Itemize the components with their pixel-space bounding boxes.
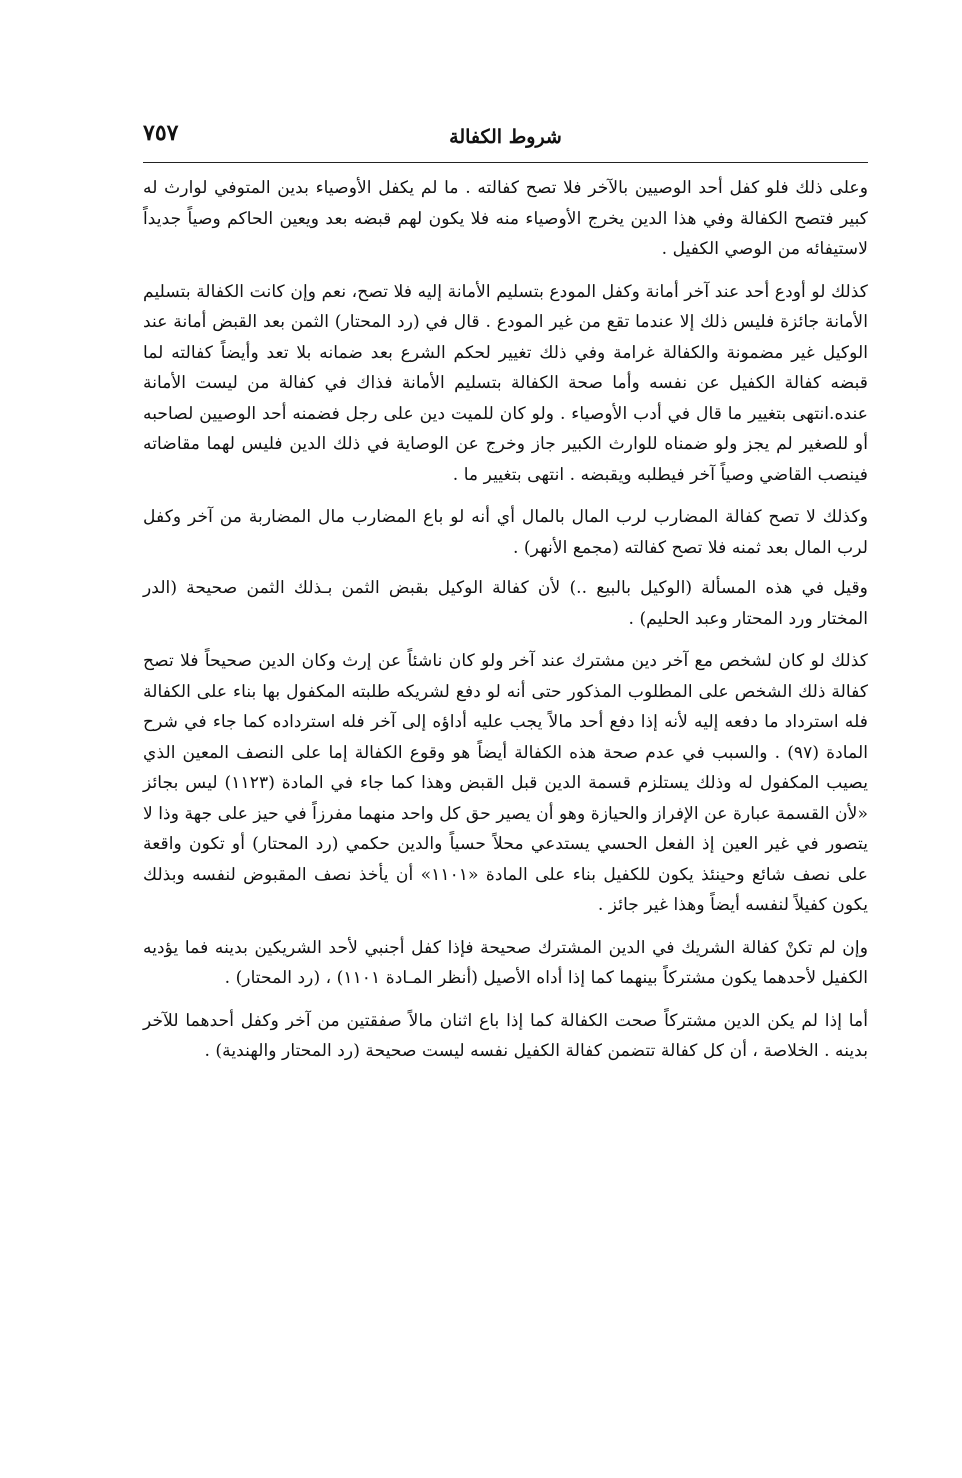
running-header bbox=[143, 118, 868, 163]
chapter-title: شروط الكفالة bbox=[449, 126, 562, 148]
paragraph: وعلى ذلك فلو كفل أحد الوصيين بالآخر فلا تصح كفالته . ما لم يكفل الأوصياء بدين المتوفي لوارث له كبير فتصح الكفالة وفي هذا الدين يخرج الأوصياء منه فلا يكون لهم قبضه بعد ويعين الحاكم وصياً جديداً لاستيفائه من الوصي الكفيل . bbox=[143, 178, 868, 259]
page-number: ٧٥٧ bbox=[143, 120, 179, 146]
paragraph: كذلك لو كان لشخص مع آخر دين مشترك عند آخر ولو كان ناشئاً عن إرث وكان الدين صحيحاً فلا تصح كفالة ذلك الشخص على المطلوب المذكور حتى أنه لو دفع لشريكه طلبته المكفول بها بناء على الكفالة فله استرداد ما دفعه إليه لأنه إذا دفع أحد مالاً يجب عليه أداؤه إلى آخر فله استرداده كما جاء في شرح المادة (٩٧) . والسبب في عدم صحة هذه الكفالة أيضاً هو وقوع الكفالة إما على النصف المعين الذي يصيب المكفول له وذلك يستلزم قسمة الدين قبل القبض وهذا كما جاء في المادة (١١٢٣) ليس بجائز «لأن القسمة عبارة عن الإفراز والحيازة وهو أن يصير حق كل واحد منهما مفرزاً في حيز على جهة وذا لا يتصور في غير العين إذ الفعل الحسي يستدعي محلاً حسياً والدين حكمي (رد المحتار) أو تكون واقعة على نصف شائع وحينئذ يكون للكفيل بناء على المادة «١١٠١» أن يأخذ نصف المقبوض لنفسه وبذلك يكون كفيلاً لنفسه أيضاً وهذا غير جائز . bbox=[143, 651, 868, 915]
paragraph: كذلك لو أودع أحد عند آخر أمانة وكفل المودع بتسليم الأمانة إليه فلا تصح، نعم وإن كانت الكفالة بتسليم الأمانة جائزة فليس ذلك إلا عندما تقع من غير المودع . قال في (رد المحتار) الثمن بعد القبض أمانة عند الوكيل غير مضمونة والكفالة غرامة وفي ذلك تغيير لحكم الشرع بعد ضمانه بلا تعد وأيضاً كفالته لما قبضه كفالة الكفيل عن نفسه وأما صحة الكفالة بتسليم الأمانة فذاك في كفالة من ليست الأمانة عنده.انتهى بتغيير ما قال في أدب الأوصياء . ولو كان للميت دين على رجل فضمنه أحد الوصيين لصاحبه أو للصغير لم يجز ولو ضمناه للوارث الكبير جاز وخرج عن الوصاية في ذلك الدين فليس لهما مقاضاته فينصب القاضي وصياً آخر فيطلبه ويقبضه . انتهى بتغيير ما . bbox=[143, 281, 868, 485]
paragraph: وكذلك لا تصح كفالة المضارب لرب المال بالمال أي أنه لو باع المضارب مال المضاربة من آخر وكفل لرب المال بعد ثمنه فلا تصح كفالته (مجمع الأنهر) . bbox=[143, 507, 868, 558]
paragraph: وإن لم تكنْ كفالة الشريك في الدين المشترك صحيحة فإذا كفل أجنبي لأحد الشريكين بدينه فما يؤديه الكفيل لأحدهما يكون مشتركاً بينهما كما إذا أداه الأصيل (أنظر المـادة ١١٠١) ، (رد المحتار) . bbox=[143, 937, 868, 988]
paragraph: وقيل في هذه المسألة (الوكيل بالبيع ..) لأن كفالة الوكيل بقبض الثمن بـذلك الثمن صحيحة (الدر المختار ورد المحتار وعبد الحليم) . bbox=[143, 578, 868, 629]
book-page bbox=[143, 118, 868, 1079]
body-text bbox=[143, 173, 868, 1067]
paragraph: أما إذا لم يكن الدين مشتركاً صحت الكفالة كما إذا باع اثنان مالاً صفقتين من آخر وكفل أحدهما للآخر بدينه . الخلاصة ، أن كل كفالة تتضمن كفالة الكفيل نفسه ليست صحيحة (رد المحتار والهندية) . bbox=[143, 1010, 868, 1061]
